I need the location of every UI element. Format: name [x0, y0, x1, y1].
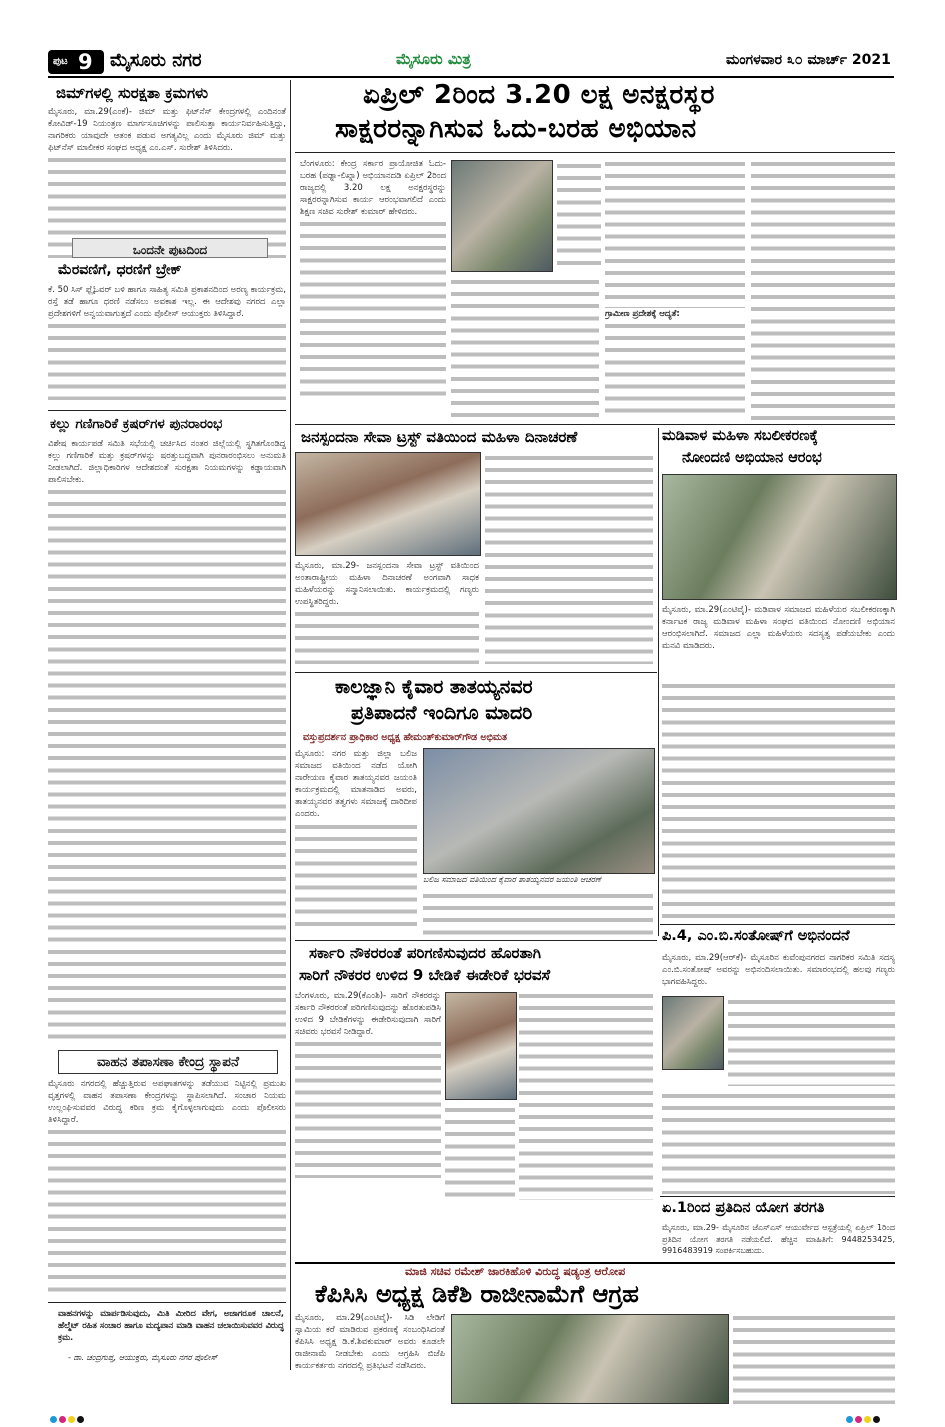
article-gym-title: ಜಿಮ್‌ಗಳಲ್ಲಿ ಸುರಕ್ಷತಾ ಕ್ರಮಗಳು [56, 84, 208, 102]
sarkari-title-line2: ಸಾರಿಗೆ ನೌಕರರ ಉಳಿದ 9 ಬೇಡಿಕೆ ಈಡೇರಿಕೆ ಭರವಸೆ [299, 966, 551, 984]
madivala-title-line2: ನೋಂದಣಿ ಅಭಿಯಾನ ಆರಂಭ [682, 450, 822, 466]
santhosh-body: ಮೈಸೂರು, ಮಾ.29(ಆರ್‌ಕೆ)- ಮೈಸೂರಿನ ಕುವೆಂಪುನಗರದ ನಾಗರಿಕರ ಸಮಿತಿ ಸದಸ್ಯ ಎಂ.ಬಿ.ಸಂತೋಷ್ ಅವರನ್ನು ಅಭಿನಂದಿಸಲಾಯಿತು. ಸಮಾರಂಭದಲ್ಲಿ ಹಲವು ಗಣ್ಯರು ಭಾಗವಹಿಸಿದ್ದರು. [662, 953, 895, 988]
lead-subhead: ಗ್ರಾಮೀಣ ಪ್ರದೇಶಕ್ಕೆ ಆದ್ಯತೆ: [605, 309, 680, 319]
lead-headline-line1: ಏಪ್ರಿಲ್ 2ರಿಂದ 3.20 ಲಕ್ಷ ಅನಕ್ಷರಸ್ಥರ [363, 80, 715, 110]
article-janaspandana [295, 428, 655, 668]
madivala-title-line1: ಮಡಿವಾಳ ಮಹಿಳಾ ಸಬಲೀಕರಣಕ್ಕೆ [662, 428, 818, 444]
lead-body-col3 [557, 160, 601, 270]
continued-banner [72, 238, 268, 258]
yoga-body: ಮೈಸೂರು, ಮಾ.29- ಮೈಸೂರಿನ ಜೆಎಸ್‌ಎಸ್ ಆಯುರ್ವೇದ ಆಸ್ಪತ್ರೆಯಲ್ಲಿ ಏಪ್ರಿಲ್ 1ರಿಂದ ಪ್ರತಿದಿನ ಯೋಗ ತರಗತಿ ನಡೆಯಲಿದೆ. ಹೆಚ್ಚಿನ ಮಾಹಿತಿಗೆ: 9448253425, 9916483919 ಸಂಪರ್ಕಿಸಬಹುದು. [662, 1223, 895, 1255]
print-registration-dots-left [50, 1408, 86, 1427]
protest-photo [451, 1314, 729, 1404]
lead-body-col2 [451, 276, 599, 420]
sarkari-body: ಬೆಂಗಳೂರು, ಮಾ.29(ಕೆಎಂಶಿ)- ಸಾರಿಗೆ ನೌಕರರನ್ನು ಸರ್ಕಾರಿ ನೌಕರರಂತೆ ಪರಿಗಣಿಸುವುದನ್ನು ಹೊರತುಪಡಿಸಿ ಉಳಿದ 9 ಬೇಡಿಕೆಗಳನ್ನು ಈಡೇರಿಸುವುದಾಗಿ ಸಾರಿಗೆ ಸಚಿವರು ಭರವಸೆ ನೀಡಿದ್ದಾರೆ. [295, 990, 441, 1200]
registration-dot [50, 1416, 57, 1423]
lead-body-col4 [605, 158, 745, 420]
yoga-title: ಏ.1ರಿಂದ ಪ್ರತಿದಿನ ಯೋಗ ತರಗತಿ [662, 1200, 825, 1216]
kalajnani-body: ಮೈಸೂರು: ನಗರ ಮತ್ತು ಜಿಲ್ಲಾ ಬಲಿಜ ಸಮಾಜದ ವತಿಯಿಂದ ನಡೆದ ಯೋಗಿ ನಾರೇಯಣ ಕೈವಾರ ತಾತಯ್ಯನವರ ಜಯಂತಿ ಕಾರ್ಯಕ್ರಮದಲ್ಲಿ ಮಾತನಾಡಿದ ಅವರು, ತಾತಯ್ಯನವರ ತತ್ವಗಳು ಸಮಾಜಕ್ಕೆ ದಾರಿದೀಪ ಎಂದರು. [295, 748, 417, 936]
registration-dot [68, 1416, 75, 1423]
registration-dot [846, 1416, 853, 1423]
police-quote-text: ವಾಹನಗಳನ್ನು ಮಾರ್ಪಡಿಸುವುದು, ಮಿತಿ ಮೀರಿದ ವೇಗ, ಅಜಾಗರೂಕ ಚಾಲನೆ, ಹೆಲ್ಮೆಟ್ ರಹಿತ ಸಂಚಾರ ಹಾಗೂ ಮದ್ಯಪಾನ ಮಾಡಿ ವಾಹನ ಚಲಾಯಿಸುವವರ ವಿರುದ್ಧ ಕ್ರಮ. [58, 1308, 284, 1343]
article-santhosh [662, 928, 895, 1088]
transport-minister-photo [445, 992, 517, 1100]
article-quarry-body: ವಿಶೇಷ ಕಾರ್ಯಪಡೆ ಸಮಿತಿ ಸಭೆಯಲ್ಲಿ ಚರ್ಚಿಸಿದ ನಂತರ ಜಿಲ್ಲೆಯಲ್ಲಿ ಸ್ಥಗಿತಗೊಂಡಿದ್ದ ಕಲ್ಲು ಗಣಿಗಾರಿಕೆ ಮತ್ತು ಕ್ರಷರ್‌ಗಳನ್ನು ಷರತ್ತುಬದ್ಧವಾಗಿ ಪುನರಾರಂಭಿಸಲು ಅನುಮತಿ ನೀಡಲಾಗಿದೆ. ಜಿಲ್ಲಾಧಿಕಾರಿಗಳ ಆದೇಶದಂತೆ ಸುರಕ್ಷತಾ ನಿಯಮಗಳನ್ನು ಕಡ್ಡಾಯವಾಗಿ ಪಾಲಿಸಬೇಕು. [48, 438, 286, 1048]
section-name: ಮೈಸೂರು ನಗರ [110, 50, 202, 71]
article-procession-title: ಮೆರವಣಿಗೆ, ಧರಣಿಗೆ ಬ್ರೇಕ್ [58, 262, 182, 278]
article-vehicle-title-box [58, 1050, 278, 1074]
kalajnani-photo [423, 748, 655, 874]
left-column [48, 80, 286, 1370]
header-rule [48, 76, 894, 78]
kalajnani-subtitle: ವಸ್ತುಪ್ರದರ್ಶನ ಪ್ರಾಧಿಕಾರ ಅಧ್ಯಕ್ಷ ಹೇಮಂತ್‌ಕುಮಾರ್‌ಗೌಡ ಅಭಿಮತ [303, 732, 508, 743]
article-vehicle-title: ವಾಹನ ತಪಾಸಣಾ ಕೇಂದ್ರ ಸ್ಥಾಪನೆ [97, 1054, 239, 1070]
janaspandana-photo [295, 452, 481, 556]
lead-body-col1: ಬೆಂಗಳೂರು: ಕೇಂದ್ರ ಸರ್ಕಾರ ಪ್ರಾಯೋಜಿತ ಓದು-ಬರಹ (ಪಢ್ನಾ-ಲಿಖ್ನಾ) ಅಭಿಯಾನದಡಿ ಏಪ್ರಿಲ್ 2ರಿಂದ ರಾಜ್ಯದಲ್ಲಿ 3.20 ಲಕ್ಷ ಅನಕ್ಷರಸ್ಥರನ್ನು ಸಾಕ್ಷರರನ್ನಾಗಿಸುವ ಕಾರ್ಯ ಆರಂಭವಾಗಲಿದೆ ಎಂದು ಶಿಕ್ಷಣ ಸಚಿವ ಸುರೇಶ್ ಕುಮಾರ್ ಹೇಳಿದರು. [300, 158, 446, 420]
page-label: ಪುಟ [53, 56, 68, 67]
article-quarry-title: ಕಲ್ಲು ಗಣಿಗಾರಿಕೆ ಕ್ರಷರ್‌ಗಳ ಪುನರಾರಂಭ [50, 416, 223, 432]
santhosh-title: ಪಿ.4, ಎಂ.ಬಿ.ಸಂತೋಷ್‌ಗೆ ಅಭಿನಂದನೆ [662, 928, 850, 944]
registration-dot [864, 1416, 871, 1423]
article-kalajnani [295, 676, 655, 938]
police-quote-box [48, 1302, 286, 1369]
registration-dot [77, 1416, 84, 1423]
bottom-story [295, 1264, 895, 1404]
lead-headline-line2: ಸಾಕ್ಷರರನ್ನಾಗಿಸುವ ಓದು-ಬರಹ ಅಭಿಯಾನ [335, 114, 697, 144]
bottom-headline: ಕೆಪಿಸಿಸಿ ಅಧ್ಯಕ್ಷ ಡಿಕೆಶಿ ರಾಜೀನಾಮೆಗೆ ಆಗ್ರಹ [315, 1280, 639, 1308]
madivala-body: ಮೈಸೂರು, ಮಾ.29(ಎಂಟಿವೈ)- ಮಡಿವಾಳ ಸಮಾಜದ ಮಹಿಳೆಯರ ಸಬಲೀಕರಣಕ್ಕಾಗಿ ಕರ್ನಾಟಕ ರಾಜ್ಯ ಮಡಿವಾಳ ಮಹಿಳಾ ಸಂಘದ ವತಿಯಿಂದ ನೋಂದಣಿ ಅಭಿಯಾನ ಆರಂಭಿಸಲಾಗಿದೆ. ಸಮಾಜದ ಎಲ್ಲಾ ಮಹಿಳೆಯರು ಸದಸ್ಯತ್ವ ಪಡೆಯಬೇಕು ಎಂದು ಮನವಿ ಮಾಡಿದರು. [662, 605, 895, 652]
issue-date: ಮಂಗಳವಾರ ೩೦ ಮಾರ್ಚ್ 2021 [726, 52, 891, 68]
registration-dot [59, 1416, 66, 1423]
janaspandana-title: ಜನಸ್ಪಂದನಾ ಸೇವಾ ಟ್ರಸ್ಟ್ ವತಿಯಿಂದ ಮಹಿಳಾ ದಿನಾಚರಣೆ [301, 428, 578, 446]
article-yoga [662, 1200, 895, 1260]
police-quote-author: - ಡಾ. ಚಂದ್ರಗುಪ್ತ, ಆಯುಕ್ತರು, ಮೈಸೂರು ನಗರ ಪೊಲೀಸ್ [68, 1353, 218, 1362]
madivala-photo [662, 474, 897, 600]
article-vehicle-body: ಮೈಸೂರು ನಗರದಲ್ಲಿ ಹೆಚ್ಚುತ್ತಿರುವ ಅಪಘಾತಗಳನ್ನು ತಡೆಯುವ ನಿಟ್ಟಿನಲ್ಲಿ ಪ್ರಮುಖ ವೃತ್ತಗಳಲ್ಲಿ ವಾಹನ ತಪಾಸಣಾ ಕೇಂದ್ರಗಳನ್ನು ಸ್ಥಾಪಿಸಲಾಗಿದೆ. ಸಂಚಾರ ನಿಯಮ ಉಲ್ಲಂಘಿಸುವವರ ವಿರುದ್ಧ ಕಠಿಣ ಕ್ರಮ ಕೈಗೊಳ್ಳಲಾಗುವುದು ಎಂದು ಪೊಲೀಸರು ತಿಳಿಸಿದ್ದಾರೆ. [48, 1078, 286, 1298]
minister-photo [451, 160, 553, 272]
bottom-body: ಮೈಸೂರು, ಮಾ.29(ಎಂಟಿವೈ)- ಸಿಡಿ ಲೇಡಿಗೆ ಸ್ವಾಮಿಯ ಕರೆ ಮಾಡಿರುವ ಪ್ರಕರಣಕ್ಕೆ ಸಂಬಂಧಿಸಿದಂತೆ ಕೆಪಿಸಿಸಿ ಅಧ್ಯಕ್ಷ ಡಿ.ಕೆ.ಶಿವಕುಮಾರ್ ಅವರು ಕೂಡಲೇ ರಾಜೀನಾಮೆ ನೀಡಬೇಕು ಎಂದು ಆಗ್ರಹಿಸಿ ಬಿಜೆಪಿ ಕಾರ್ಯಕರ್ತರು ನಗರದಲ್ಲಿ ಪ್ರತಿಭಟನೆ ನಡೆಸಿದರು. [295, 1313, 445, 1372]
registration-dot [855, 1416, 862, 1423]
janaspandana-body: ಮೈಸೂರು, ಮಾ.29- ಜನಸ್ಪಂದನಾ ಸೇವಾ ಟ್ರಸ್ಟ್ ವತಿಯಿಂದ ಅಂತಾರಾಷ್ಟ್ರೀಯ ಮಹಿಳಾ ದಿನಾಚರಣೆ ಅಂಗವಾಗಿ ಸಾಧಕ ಮಹಿಳೆಯರನ್ನು ಸನ್ಮಾನಿಸಲಾಯಿತು. ಕಾರ್ಯಕ್ರಮದಲ್ಲಿ ಗಣ್ಯರು ಉಪಸ್ಥಿತರಿದ್ದರು. [295, 560, 479, 664]
lead-story [295, 80, 895, 425]
article-sarkari [295, 944, 655, 1202]
kalajnani-title-line2: ಪ್ರತಿಪಾದನೆ ಇಂದಿಗೂ ಮಾದರಿ [351, 702, 533, 724]
article-gym-body: ಮೈಸೂರು, ಮಾ.29(ಎಂಕೆ)- ಜಿಮ್ ಮತ್ತು ಫಿಟ್‌ನೆಸ್ ಕೇಂದ್ರಗಳಲ್ಲಿ ಎಂದಿನಂತೆ ಕೋವಿಡ್-19 ನಿಯಂತ್ರಣ ಮಾರ್ಗಸೂಚಿಗಳನ್ನು ಪಾಲಿಸುತ್ತಾ ಕಾರ್ಯನಿರ್ವಹಿಸುತ್ತಿದ್ದು, ನಾಗರಿಕರು ಯಾವುದೇ ಆತಂಕ ಪಡುವ ಅಗತ್ಯವಿಲ್ಲ ಎಂದು ಮೈಸೂರು ಜಿಮ್ ಮತ್ತು ಫಿಟ್‌ನೆಸ್ ಮಾಲೀಕರ ಸಂಘದ ಅಧ್ಯಕ್ಷ ಎಂ.ಎಸ್. ಸುರೇಶ್ ತಿಳಿಸಿದರು. [48, 106, 286, 258]
lead-body-col5 [751, 158, 895, 420]
masthead-logo: ಮೈಸೂರು ಮಿತ್ರ [396, 50, 471, 68]
article-procession-body: ಕೆ. 50 ಸಿಸ್ ಫ್ಲೈಓವರ್ ಬಳಿ ಹಾಗೂ ಸಾಹಿತ್ಯ ಸಮಿತಿ ಪ್ರಕಾಶನದಿಂದ ಅರಣ್ಯ ಕಾರ್ಯಕ್ರಮ, ರಸ್ತೆ ತಡೆ ಹಾಗೂ ಧರಣಿ ನಡೆಸಲು ಅವಕಾಶ ಇಲ್ಲ. ಈ ಆದೇಶವು ನಗರದ ಎಲ್ಲಾ ಪ್ರದೇಶಗಳಿಗೆ ಅನ್ವಯವಾಗುತ್ತದೆ ಎಂದು ಪೊಲೀಸ್ ಆಯುಕ್ತರು ತಿಳಿಸಿದ್ದಾರೆ. [48, 284, 286, 404]
kalajnani-title-line1: ಕಾಲಜ್ಞಾನಿ ಕೈವಾರ ತಾತಯ್ಯನವರ [335, 676, 533, 698]
santhosh-photo [662, 996, 724, 1070]
page-number-badge [48, 50, 104, 74]
sarkari-title-line1: ಸರ್ಕಾರಿ ನೌಕರರಂತೆ ಪರಿಗಣಿಸುವುದರ ಹೊರತಾಗಿ [309, 944, 541, 962]
print-registration-dots-right [846, 1408, 882, 1427]
bottom-kicker: ಮಾಜಿ ಸಚಿವ ರಮೇಶ್ ಜಾರಕಿಹೊಳಿ ವಿರುದ್ಧ ಷಡ್ಯಂತ್ರ ಆರೋಪ [405, 1265, 626, 1278]
page-number: 9 [78, 50, 93, 74]
kalajnani-caption: ಬಲಿಜ ಸಮಾಜದ ವತಿಯಿಂದ ಕೈವಾರ ತಾತಯ್ಯನವರ ಜಯಂತಿ ಆಚರಣೆ [423, 875, 601, 884]
registration-dot [873, 1416, 880, 1423]
page-header [0, 0, 945, 78]
continued-label: ಒಂದನೇ ಪುಟದಿಂದ [132, 243, 208, 257]
article-madivala [662, 428, 895, 678]
